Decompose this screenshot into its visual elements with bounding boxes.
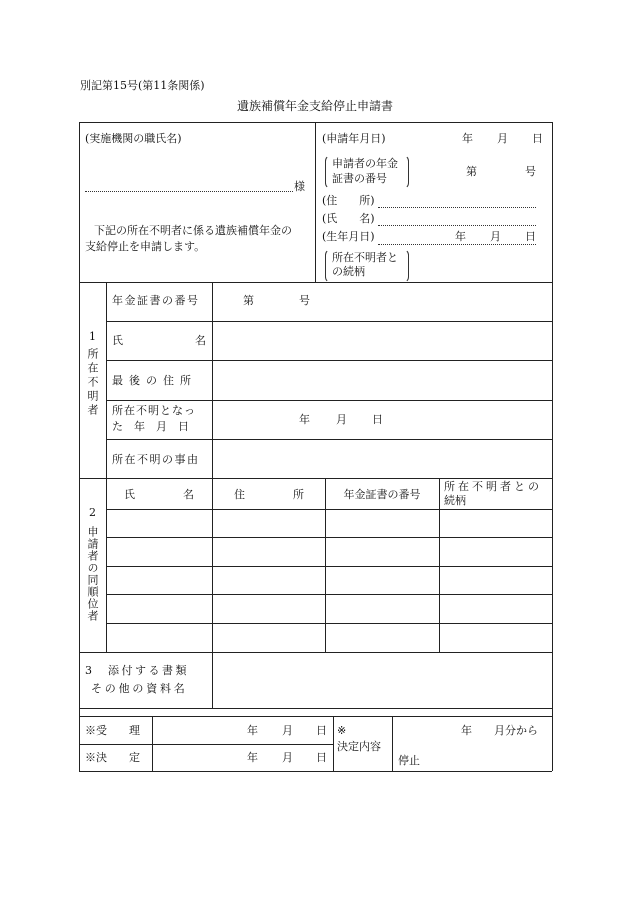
section3-attachments-field[interactable] — [213, 653, 551, 707]
table-row[interactable] — [107, 595, 551, 622]
application-year: 年 — [462, 132, 473, 145]
received-month: 月 — [282, 724, 293, 737]
section2-col-relation-1: 所在不明者との — [444, 480, 542, 493]
decided-day: 日 — [316, 751, 327, 764]
application-day: 日 — [532, 132, 543, 145]
birth-day: 日 — [525, 230, 536, 243]
table-row[interactable] — [107, 538, 551, 565]
section1-number: 1 — [89, 330, 96, 343]
cert-label-1: 申請者の年金 — [332, 157, 398, 170]
decided-month: 月 — [282, 751, 293, 764]
statement-line-2: 支給停止を申請します。 — [85, 240, 206, 253]
relation-label-1: 所在不明者と — [332, 251, 398, 264]
section1-missing-day: 日 — [372, 413, 383, 426]
section2-number: 2 — [89, 506, 96, 519]
birth-month: 月 — [490, 230, 501, 243]
decided-label: ※決 定 — [85, 751, 140, 764]
birth-line[interactable] — [378, 244, 536, 245]
relation-label-2: の続柄 — [332, 265, 365, 278]
applicant-cert-dai: 第 — [466, 165, 477, 178]
section1-cert-go: 号 — [299, 294, 310, 307]
table-row[interactable] — [107, 567, 551, 593]
received-day: 日 — [316, 724, 327, 737]
honorific: 様 — [294, 180, 305, 193]
birth-year: 年 — [455, 230, 466, 243]
decision-stop: 停止 — [398, 754, 420, 767]
decision-label: 決定内容 — [337, 740, 381, 753]
section3-label-1: 3 添付する書類 — [85, 664, 189, 677]
org-label: (実施機関の職氏名) — [85, 132, 182, 145]
decision-mark: ※ — [337, 724, 347, 737]
section1-reason-label: 所在不明の事由 — [112, 453, 200, 466]
section2-col-name-a: 氏 — [124, 488, 135, 501]
section1-name-label-b: 名 — [195, 334, 206, 347]
section2-col-address — [234, 488, 304, 502]
section2-col-address-b: 所 — [293, 488, 304, 501]
address-line[interactable] — [378, 207, 536, 208]
section2-col-cert: 年金証書の番号 — [343, 488, 421, 501]
form-title: 遺族補償年金支給停止申請書 — [236, 99, 393, 113]
applicant-cert-go: 号 — [525, 165, 536, 178]
birth-label: (生年月日) — [322, 230, 375, 243]
section1-name-label-a: 氏 — [112, 334, 123, 347]
statement-line-1: 下記の所在不明者に係る遺族補償年金の — [94, 224, 292, 237]
section1-missing-year: 年 — [299, 413, 310, 426]
table-row[interactable] — [107, 624, 551, 651]
address-label: (住 所) — [322, 194, 375, 207]
received-year: 年 — [247, 724, 258, 737]
name-line[interactable] — [378, 225, 536, 226]
cert-label-2: 証書の番号 — [332, 172, 387, 185]
form-number: 別記第15号(第11条関係) — [80, 79, 205, 92]
decision-from-month: 年 月分から — [461, 724, 538, 737]
section1-cert-label: 年金証書の番号 — [112, 294, 200, 307]
org-name-line[interactable] — [85, 191, 293, 192]
section1-last-address-label: 最後の住所 — [112, 374, 197, 387]
section1-heading: 所在不明者 — [86, 348, 99, 418]
application-date-label: (申請年月日) — [322, 132, 386, 145]
section1-missing-month: 月 — [336, 413, 347, 426]
section1-cert-dai: 第 — [243, 294, 254, 307]
decided-year: 年 — [247, 751, 258, 764]
section2-col-name-b: 名 — [183, 488, 194, 501]
name-label: (氏 名) — [322, 212, 375, 225]
section2-col-name — [124, 488, 194, 502]
section2-col-relation-2: 続柄 — [444, 494, 466, 507]
section1-name-label — [112, 334, 206, 348]
table-row[interactable] — [107, 510, 551, 536]
section2-col-address-a: 住 — [234, 488, 245, 501]
received-label: ※受 理 — [85, 724, 140, 737]
section1-missing-since-2: た 年 月 日 — [112, 420, 189, 433]
section2-heading: 申請者の同順位者 — [86, 526, 99, 622]
section3-label-2: その他の資料名 — [91, 682, 188, 695]
section1-missing-since-1: 所在不明となっ — [112, 404, 196, 417]
application-month: 月 — [497, 132, 508, 145]
